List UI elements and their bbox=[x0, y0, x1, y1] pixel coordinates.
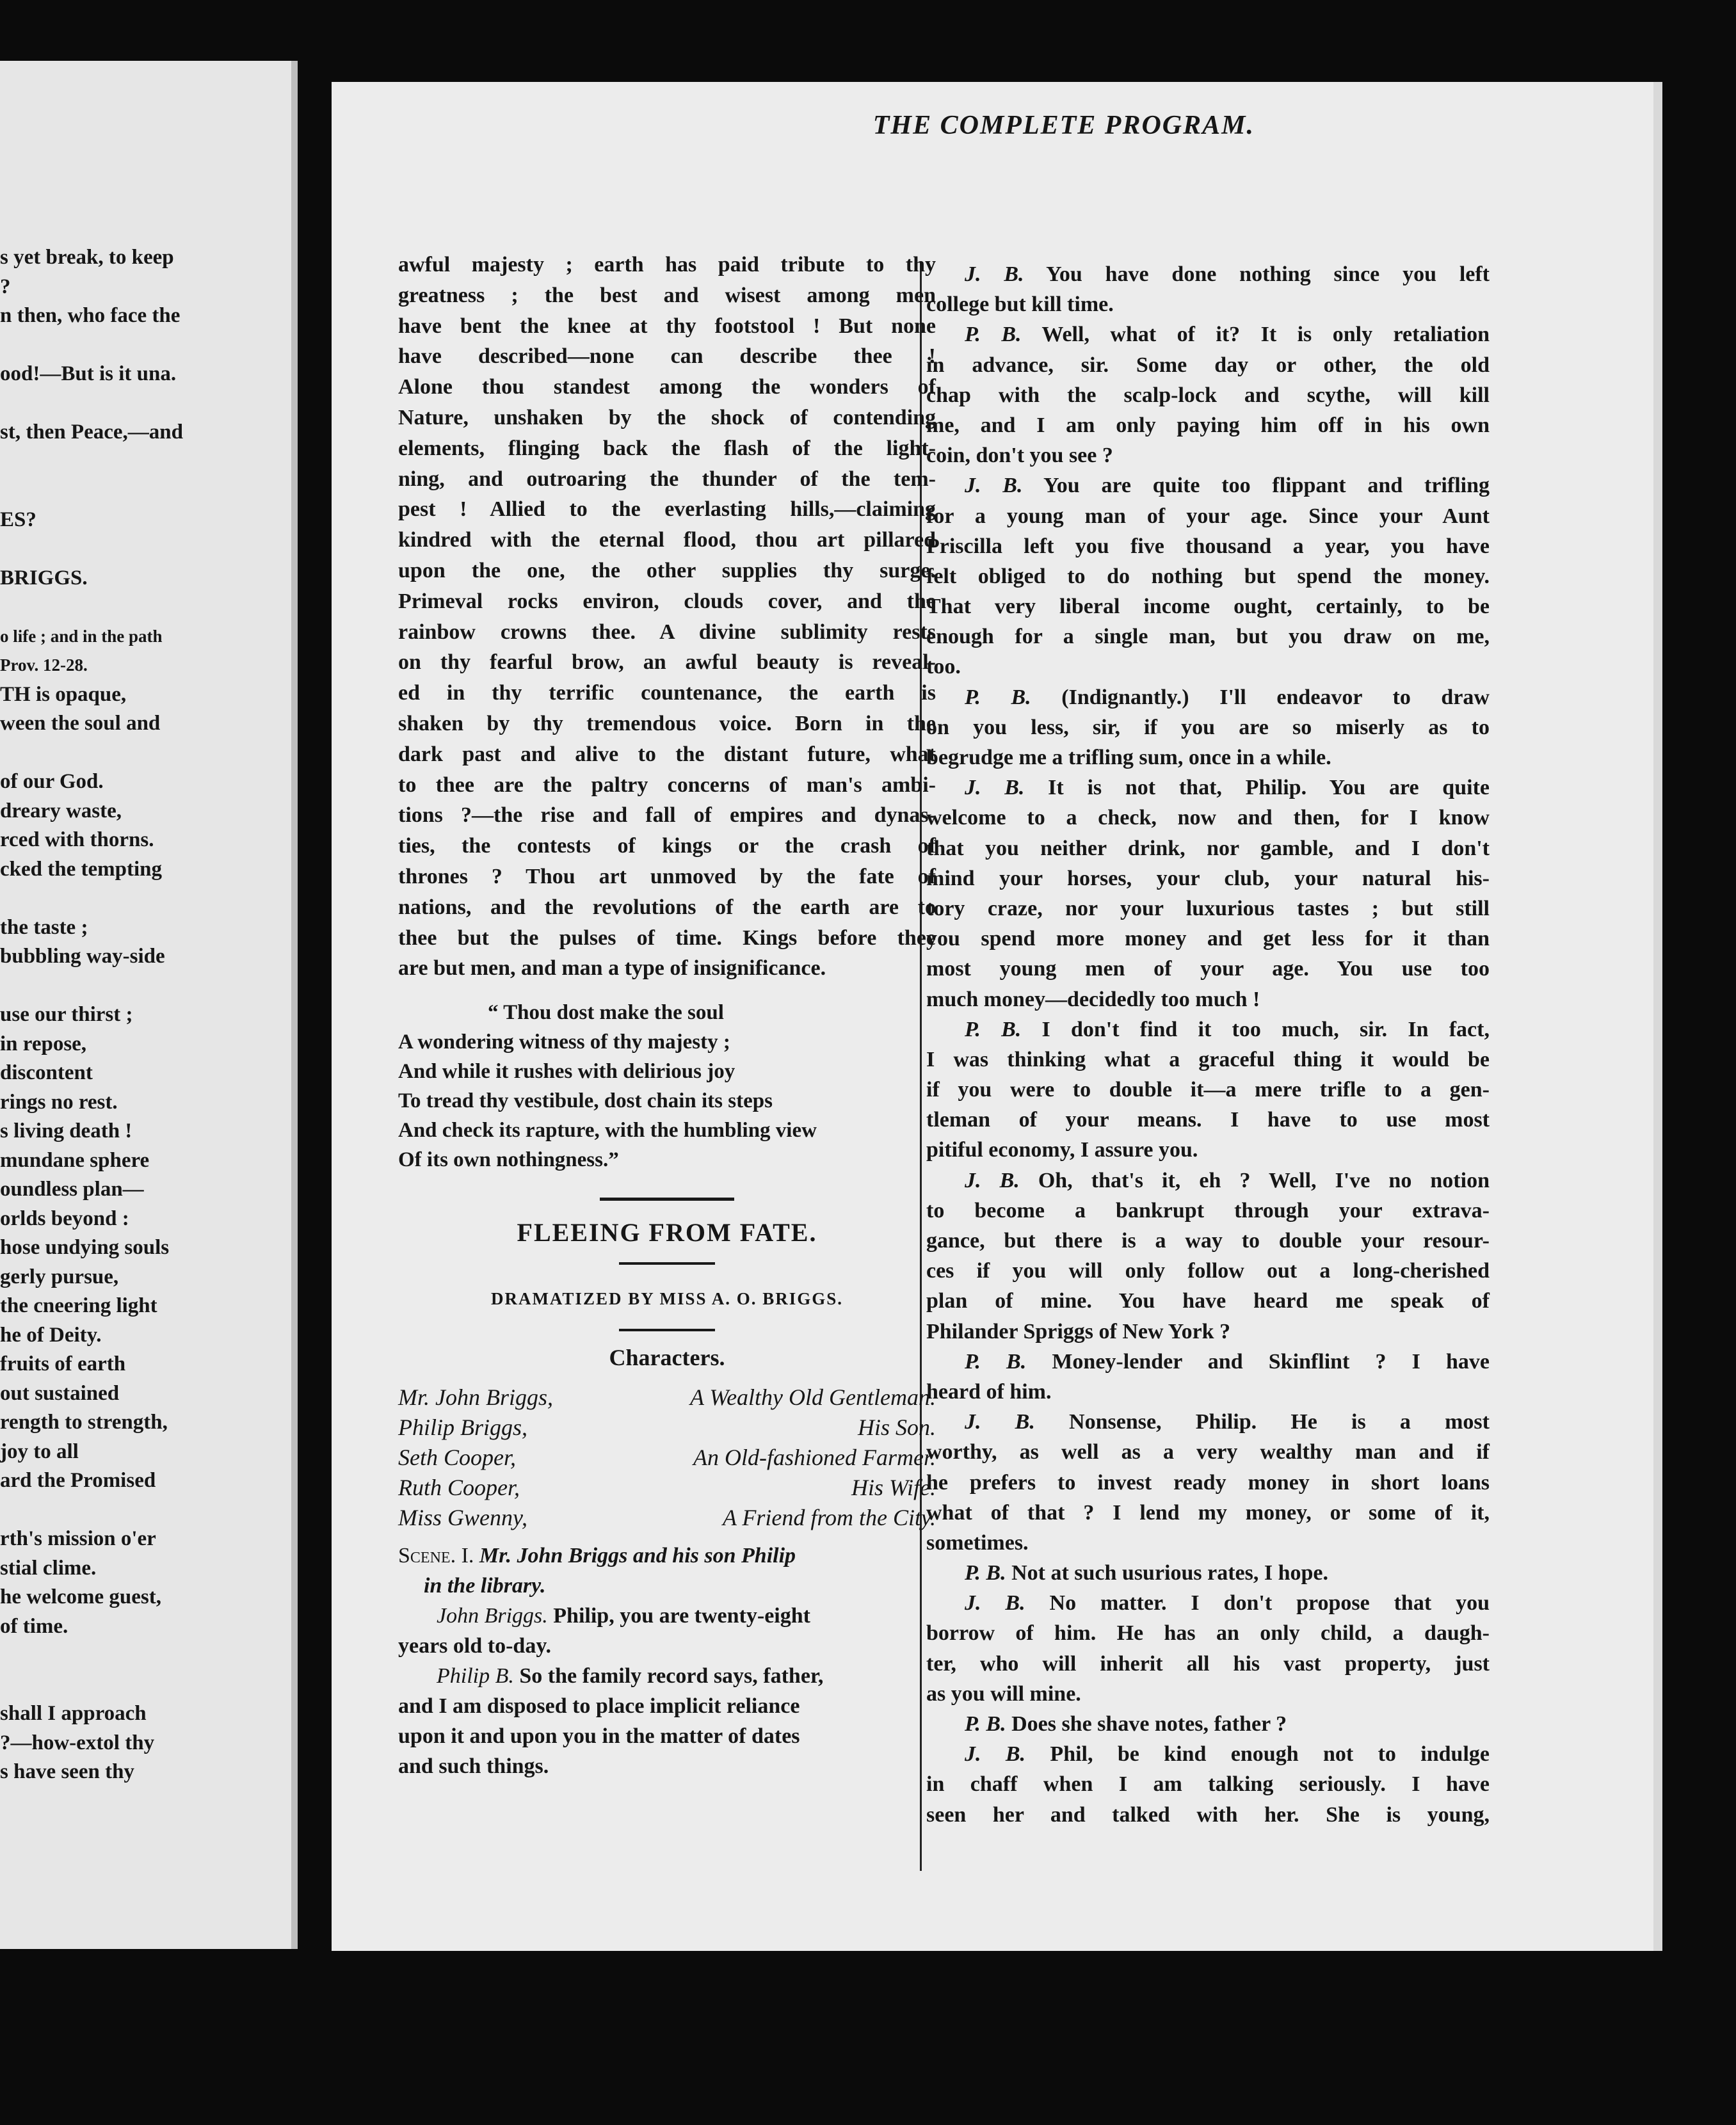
dialogue-line-speaker: P. B. Does she shave notes, father ? bbox=[965, 1712, 1287, 1736]
cast-row bbox=[398, 1473, 936, 1503]
left-page-line: of time. bbox=[0, 1614, 68, 1638]
cast-list bbox=[398, 1383, 936, 1533]
dialogue-line: much money—decidedly too much ! bbox=[926, 987, 1260, 1011]
prose-line: Primeval rocks environ, clouds cover, and the bbox=[398, 589, 936, 613]
poem-line: A wondering witness of thy majesty ; bbox=[398, 1030, 730, 1054]
dialogue-line: in chaff when I am talking seriously. I have bbox=[926, 1772, 1490, 1797]
dialogue-line: worthy, as well as a very wealthy man and if bbox=[926, 1440, 1490, 1464]
left-page-line bbox=[0, 476, 275, 506]
left-page-line: he welcome guest, bbox=[0, 1585, 162, 1608]
dialogue: and such things. bbox=[398, 1754, 549, 1778]
speaker: Philip B. bbox=[437, 1664, 514, 1688]
left-page-line bbox=[0, 1671, 275, 1700]
dialogue-line: heard of him. bbox=[926, 1379, 1052, 1404]
scene-direction bbox=[398, 1541, 936, 1781]
dialogue: upon it and upon you in the matter of dates bbox=[398, 1724, 800, 1748]
left-page-line: bubbling way-side bbox=[0, 945, 165, 968]
left-page-line: joy to all bbox=[0, 1439, 79, 1463]
dialogue-line: seen her and talked with her. She is young, bbox=[926, 1802, 1490, 1827]
dialogue-line-speaker: J. B. Phil, be kind enough not to indulge bbox=[965, 1742, 1490, 1767]
left-page-line bbox=[0, 534, 275, 564]
left-page-line: orlds beyond : bbox=[0, 1207, 129, 1230]
prose-line: pest ! Allied to the everlasting hills,—claiming bbox=[398, 497, 936, 522]
left-page-line: TH is opaque, bbox=[0, 682, 127, 706]
left-page-line: of our God. bbox=[0, 770, 104, 793]
left-page-text bbox=[0, 243, 275, 1787]
prose-line: tions ?—the rise and fall of empires and dynas- bbox=[398, 803, 936, 828]
left-page-line: out sustained bbox=[0, 1381, 120, 1405]
byline-rule bbox=[619, 1329, 715, 1331]
prose-line: rainbow crowns thee. A divine sublimity rests bbox=[398, 620, 936, 644]
character-role: A Wealthy Old Gentleman. bbox=[690, 1384, 936, 1410]
dialogue-line-speaker: J. B. It is not that, Philip. You are quite bbox=[965, 776, 1490, 800]
left-page-line bbox=[0, 884, 275, 913]
left-page-line: Prov. 12-28. bbox=[0, 655, 88, 675]
left-page-line bbox=[0, 331, 275, 360]
dialogue-line: pitiful economy, I assure you. bbox=[926, 1138, 1198, 1162]
left-column bbox=[398, 250, 936, 1781]
poem-line: And check its rapture, with the humbling view bbox=[398, 1119, 817, 1143]
dialogue-line: enough for a single man, but you draw on me, bbox=[926, 625, 1490, 649]
left-page-line bbox=[0, 447, 275, 477]
prose-line: greatness ; the best and wisest among men bbox=[398, 283, 936, 307]
dialogue-line: gance, but there is a way to double your resour- bbox=[926, 1229, 1490, 1253]
dialogue-line: he prefers to invest ready money in short loans bbox=[926, 1470, 1490, 1495]
dialogue-line: plan of mine. You have heard me speak of bbox=[926, 1289, 1490, 1313]
character-name: Ruth Cooper, bbox=[398, 1474, 520, 1500]
dialogue-line: what of that ? I lend my money, or some of it, bbox=[926, 1500, 1490, 1525]
characters-heading: Characters. bbox=[609, 1344, 725, 1370]
dialogue-line: tory craze, nor your luxurious tastes ; but still bbox=[926, 896, 1490, 920]
prose-line: thrones ? Thou art unmoved by the fate of bbox=[398, 864, 936, 888]
prose-line: to thee are the paltry concerns of man's ambi- bbox=[398, 773, 936, 797]
right-column bbox=[926, 259, 1490, 1830]
dialogue-line: most young men of your age. You use too bbox=[926, 957, 1490, 981]
character-name: Philip Briggs, bbox=[398, 1414, 528, 1440]
left-page-line: n then, who face the bbox=[0, 304, 181, 327]
dialogue-line: you spend more money and get less for it than bbox=[926, 927, 1490, 951]
prose-line: awful majesty ; earth has paid tribute to thy bbox=[398, 253, 936, 277]
left-page-line: ard the Promised bbox=[0, 1469, 156, 1492]
byline: DRAMATIZED BY MISS A. O. BRIGGS. bbox=[490, 1288, 844, 1308]
dialogue-line: borrow of him. He has an only child, a daugh- bbox=[926, 1621, 1490, 1646]
character-name: Mr. John Briggs, bbox=[398, 1384, 553, 1410]
dialogue-line: ces if you will only follow out a long-cherished bbox=[926, 1259, 1490, 1283]
dialogue-line-speaker: J. B. You have done nothing since you left bbox=[965, 262, 1490, 286]
left-page-line: ood!—But is it una. bbox=[0, 362, 177, 385]
left-page-line: o life ; and in the path bbox=[0, 626, 163, 646]
cast-row bbox=[398, 1383, 936, 1413]
dialogue-line-speaker: P. B. Money-lender and Skinflint ? I have bbox=[965, 1349, 1490, 1374]
prose-line: ed in thy terrific countenance, the earth is bbox=[398, 681, 936, 705]
prose-line: have bent the knee at thy footstool ! But none bbox=[398, 314, 936, 338]
prose-line: thee but the pulses of time. Kings before thee bbox=[398, 926, 936, 950]
poem-line: “ Thou dost make the soul bbox=[488, 1001, 724, 1025]
left-page bbox=[0, 61, 298, 1949]
cast-row bbox=[398, 1413, 936, 1443]
play-title: FLEEING FROM FATE. bbox=[517, 1218, 817, 1247]
character-role: His Son. bbox=[857, 1414, 936, 1440]
cast-row bbox=[398, 1503, 936, 1533]
left-page-line: fruits of earth bbox=[0, 1352, 126, 1375]
dialogue-line: sometimes. bbox=[926, 1530, 1029, 1555]
dialogue-line-speaker: J. B. You are quite too flippant and trifling bbox=[965, 474, 1490, 498]
left-page-line: dreary waste, bbox=[0, 799, 122, 822]
dialogue: So the family record says, father, bbox=[519, 1664, 824, 1688]
prose-line: ties, the contests of kings or the crash of bbox=[398, 834, 936, 858]
dialogue-line: if you were to double it—a mere trifle to a gen- bbox=[926, 1078, 1490, 1102]
dialogue-line-speaker: P. B. (Indignantly.) I'll endeavor to draw bbox=[965, 685, 1490, 709]
dialogue-line: begrudge me a trifling sum, once in a while. bbox=[926, 746, 1331, 769]
left-page-line: oundless plan— bbox=[0, 1178, 144, 1201]
prose-line: are but men, and man a type of insignificance. bbox=[398, 956, 826, 981]
prose-line: on thy fearful brow, an awful beauty is reveal- bbox=[398, 650, 936, 675]
dialogue-line: felt obliged to do nothing but spend the money. bbox=[926, 564, 1490, 588]
dialogue-line: welcome to a check, now and then, for I know bbox=[926, 806, 1490, 830]
dialogue-line: me, and I am only paying him off in his own bbox=[926, 413, 1490, 437]
left-page-line: s yet break, to keep bbox=[0, 246, 174, 269]
dialogue-line: to become a bankrupt through your extrava- bbox=[926, 1198, 1490, 1223]
left-page-line bbox=[0, 1641, 275, 1671]
left-page-line: ES? bbox=[0, 508, 36, 531]
prose-line: upon the one, the other supplies thy surge. bbox=[398, 558, 936, 582]
scene-description: Mr. John Briggs and his son Philip bbox=[479, 1543, 796, 1568]
prose-line: nations, and the revolutions of the earth are to bbox=[398, 895, 936, 919]
section-rule bbox=[600, 1198, 734, 1201]
dialogue-line: for a young man of your age. Since your Aunt bbox=[926, 504, 1490, 528]
left-page-line: shall I approach bbox=[0, 1702, 147, 1725]
prose-line: shaken by thy tremendous voice. Born in the bbox=[398, 711, 936, 735]
poem-line: Of its own nothingness.” bbox=[398, 1148, 619, 1172]
left-page-line: ween the soul and bbox=[0, 712, 161, 735]
left-page-line: ?—how-extol thy bbox=[0, 1731, 155, 1754]
left-page-line: discontent bbox=[0, 1061, 93, 1084]
left-page-line bbox=[0, 389, 275, 419]
left-page-line: use our thirst ; bbox=[0, 1003, 133, 1026]
left-page-line: rings no rest. bbox=[0, 1090, 118, 1114]
dialogue-line-speaker: J. B. Oh, that's it, eh ? Well, I've no notion bbox=[965, 1168, 1490, 1192]
prose-line: Nature, unshaken by the shock of contending bbox=[398, 405, 936, 429]
character-name: Miss Gwenny, bbox=[398, 1504, 527, 1530]
character-role: A Friend from the City. bbox=[723, 1504, 936, 1530]
dialogue-line: college but kill time. bbox=[926, 293, 1114, 317]
left-page-line: mundane sphere bbox=[0, 1148, 150, 1172]
left-page-line bbox=[0, 972, 275, 1001]
dialogue: Philip, you are twenty-eight bbox=[553, 1603, 810, 1628]
dialogue-line-speaker: P. B. I don't find it too much, sir. In fact, bbox=[965, 1017, 1490, 1041]
dialogue-line: Philander Spriggs of New York ? bbox=[926, 1319, 1231, 1343]
cast-row bbox=[398, 1443, 936, 1473]
running-header: THE COMPLETE PROGRAM. bbox=[872, 111, 1255, 140]
character-role: An Old-fashioned Farmer. bbox=[693, 1444, 936, 1470]
dialogue-line-speaker: J. B. No matter. I don't propose that you bbox=[965, 1591, 1490, 1616]
left-page-line: st, then Peace,—and bbox=[0, 421, 183, 444]
left-page-line bbox=[0, 593, 275, 622]
left-page-line: s have seen thy bbox=[0, 1760, 134, 1783]
character-name: Seth Cooper, bbox=[398, 1444, 516, 1470]
dialogue-line: mind your horses, your club, your natural his- bbox=[926, 866, 1490, 890]
niagara-prose bbox=[398, 250, 936, 984]
character-role: His Wife. bbox=[851, 1474, 936, 1500]
dialogue-line: that you neither drink, nor gamble, and I don't bbox=[926, 836, 1490, 860]
left-page-line: hose undying souls bbox=[0, 1236, 170, 1259]
left-page-line bbox=[0, 1496, 275, 1525]
dialogue-line: in advance, sir. Some day or other, the old bbox=[926, 353, 1490, 377]
left-page-line: ? bbox=[0, 275, 11, 298]
title-rule bbox=[619, 1262, 715, 1265]
poem-quote bbox=[398, 998, 936, 1175]
prose-line: ning, and outroaring the thunder of the tem- bbox=[398, 467, 936, 491]
dialogue-line: I was thinking what a graceful thing it would be bbox=[926, 1047, 1490, 1071]
dialogue-line: coin, don't you see ? bbox=[926, 444, 1113, 468]
prose-line: kindred with the eternal flood, thou art pillared bbox=[398, 528, 936, 552]
poem-line: And while it rushes with delirious joy bbox=[398, 1060, 735, 1084]
dialogue-line: ter, who will inherit all his vast property, just bbox=[926, 1651, 1490, 1676]
left-page-line: rced with thorns. bbox=[0, 828, 154, 851]
dialogue-line: as you will mine. bbox=[926, 1681, 1081, 1706]
prose-line: elements, flinging back the flash of the light- bbox=[398, 436, 936, 460]
dialogue: and I am disposed to place implicit reliance bbox=[398, 1694, 800, 1718]
dialogue-line: on you less, sir, if you are so miserly as to bbox=[926, 715, 1490, 739]
left-page-line: s living death ! bbox=[0, 1119, 133, 1143]
prose-line: dark past and alive to the distant future, what bbox=[398, 742, 936, 766]
dialogue-line: That very liberal income ought, certainly, to be bbox=[926, 595, 1490, 619]
left-page-line: stial clime. bbox=[0, 1556, 97, 1580]
left-page-line: gerly pursue, bbox=[0, 1265, 119, 1288]
dialogue-line-speaker: J. B. Nonsense, Philip. He is a most bbox=[965, 1410, 1490, 1434]
left-page-line: rth's mission o'er bbox=[0, 1527, 156, 1550]
dialogue-line: chap with the scalp-lock and scythe, will kill bbox=[926, 383, 1490, 407]
prose-line: Alone thou standest among the wonders of bbox=[398, 375, 936, 399]
left-page-line: BRIGGS. bbox=[0, 566, 88, 589]
left-page-line: in repose, bbox=[0, 1032, 87, 1055]
left-page-line: cked the tempting bbox=[0, 857, 162, 881]
dialogue-line-speaker: P. B. Not at such usurious rates, I hope. bbox=[965, 1561, 1329, 1585]
left-page-line bbox=[0, 739, 275, 768]
dialogue-line: tleman of your means. I have to use most bbox=[926, 1108, 1490, 1132]
dialogue-line: too. bbox=[926, 655, 961, 679]
left-page-line: he of Deity. bbox=[0, 1323, 102, 1347]
prose-line: have described—none can describe thee ! bbox=[398, 344, 936, 369]
scene-description: in the library. bbox=[424, 1573, 546, 1598]
dialogue-line-speaker: P. B. Well, what of it? It is only retaliation bbox=[965, 323, 1490, 347]
dialogue: years old to-day. bbox=[398, 1633, 551, 1658]
scene-label: Scene. I. bbox=[398, 1543, 474, 1568]
speaker: John Briggs. bbox=[437, 1603, 548, 1628]
left-page-line: rength to strength, bbox=[0, 1411, 168, 1434]
left-page-line: the cneering light bbox=[0, 1294, 157, 1317]
poem-line: To tread thy vestibule, dost chain its steps bbox=[398, 1089, 773, 1113]
left-page-line: the taste ; bbox=[0, 915, 88, 939]
dialogue-line: Priscilla left you five thousand a year, you have bbox=[926, 534, 1490, 558]
